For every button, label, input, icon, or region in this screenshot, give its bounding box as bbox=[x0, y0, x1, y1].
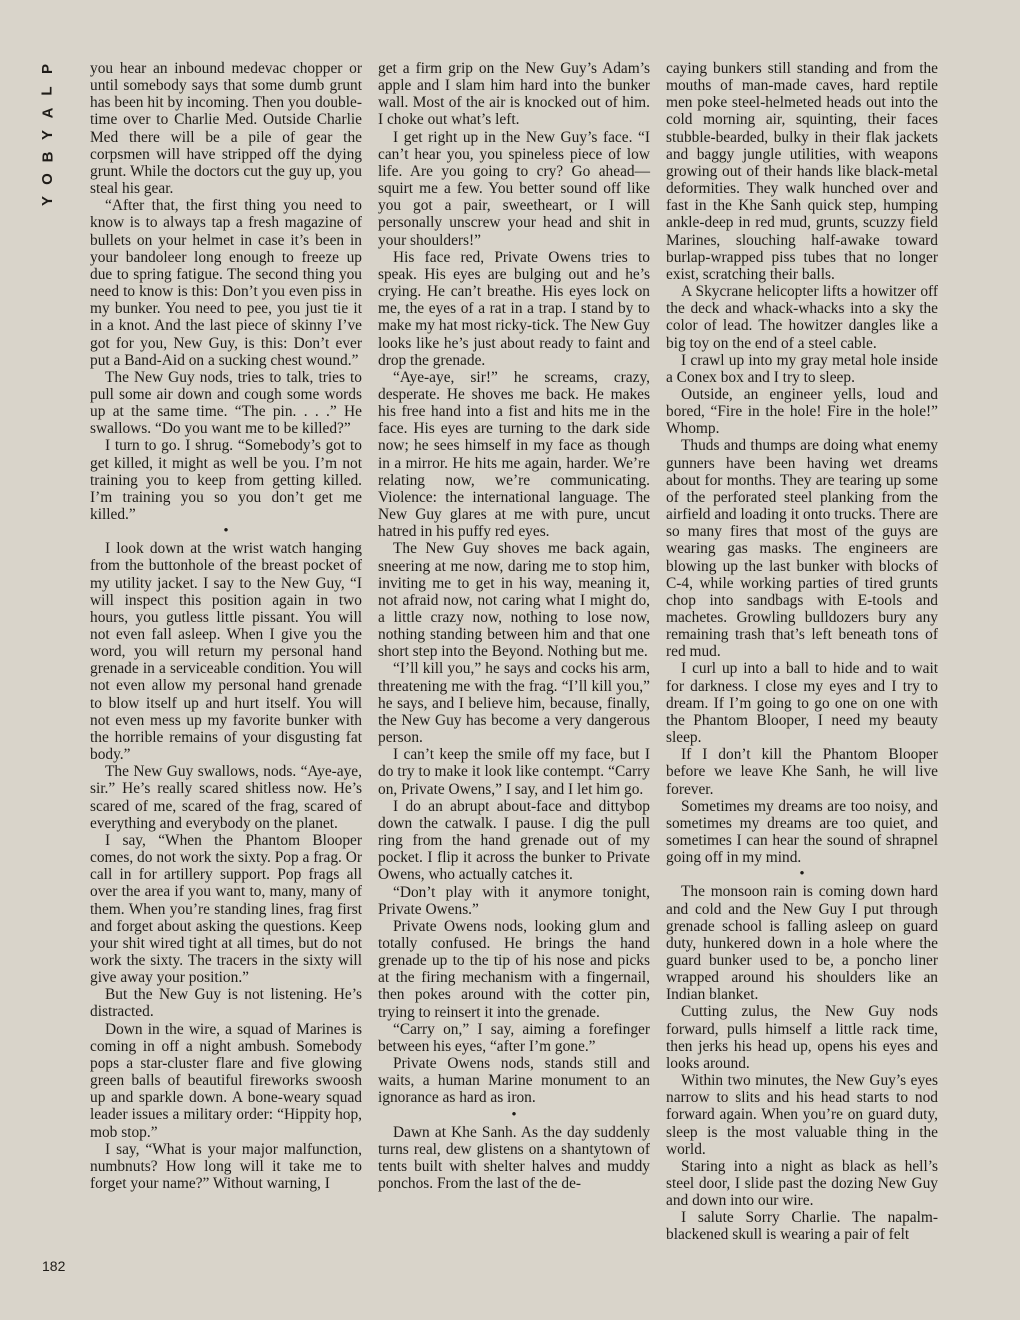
text-column-1 bbox=[90, 60, 362, 1192]
paragraph: I look down at the wrist watch hanging from the buttonhole of the breast pocket of my utility jacket. I say to the New Guy, “I will inspect this position again in two hours, you gutless little pissant. You will not even fall asleep. When I give you the word, you will return my personal hand grenade in a serviceable condition. You will not even allow my personal hand grenade to blow itself up and hurt itself. You will not even mess up my favorite bunker with the horrible remains of your disgusting fat body.” bbox=[90, 540, 362, 764]
paragraph: “After that, the first thing you need to know is to always tap a fresh magazine of bullets on your helmet in case it’s been in your bandoleer long enough to freeze up due to spring fatigue. The second thing you need to know is this: Don’t you even piss in my bunker. You need to pee, you just tie it in a knot. And the last piece of skinny I’ve got for you, New Guy, is this: Don’t ever put a Band-Aid on a sucking chest wound.” bbox=[90, 197, 362, 369]
paragraph: I say, “When the Phantom Blooper comes, do not work the sixty. Pop a frag. Or call in for artillery support. Pop frags all over the area if you want to, many, many of them. When you’re standing lines, frag first and forget about asking the questions. Keep your shit wired tight at all times, but do not work the sixty. The tracers in the sixty will give away your position.” bbox=[90, 831, 362, 987]
masthead-letter: Y bbox=[38, 195, 56, 207]
paragraph: The New Guy nods, tries to talk, tries to pull some air down and cough some words up at the same time. “The pin. . . .” He swallows. “Do you want me to be killed?” bbox=[90, 368, 362, 438]
paragraph: Private Owens nods, looking glum and totally confused. He brings the hand grenade up to the tip of his nose and picks at the firing mechanism with a fingernail, then pokes around with the cotter pin, trying to reinsert it into the grenade. bbox=[378, 917, 650, 1021]
paragraph: I turn to go. I shrug. “Somebody’s got to get killed, it might as well be you. I’m not training you to keep from getting killed. I’m training you so you don’t get me killed.” bbox=[90, 437, 362, 524]
paragraph: His face red, Private Owens tries to speak. His eyes are bulging out and he’s crying. He can’t breathe. His eyes lock on me, the eyes of a rat in a trap. I stand by to make my hat most ricky-tick. The New Guy looks like he’s just about ready to faint and drop the grenade. bbox=[378, 248, 650, 369]
paragraph: Cutting zulus, the New Guy nods forward, pulls himself a little rack time, then jerks his head up, opens his eyes and looks around. bbox=[666, 1003, 938, 1072]
paragraph: A Skycrane helicopter lifts a howitzer off the deck and whack-whacks into a sky the color of lead. The howitzer dangles like a big toy on the end of a steel cable. bbox=[666, 283, 938, 352]
paragraph: I say, “What is your major malfunction, numbnuts? How long will it take me to forget your name?” Without warning, I bbox=[90, 1140, 362, 1192]
masthead-letter: O bbox=[38, 173, 56, 185]
paragraph: The New Guy shoves me back again, sneering at me now, daring me to stop him, inviting me to get in his way, meaning it, not afraid now, not caring what I might do, a little crazy now, nothing to lose now, nothing standing between him and that one short step into the Beyond. Nothing but me. bbox=[378, 540, 650, 661]
section-break-bullet: • bbox=[799, 866, 805, 883]
paragraph: Within two minutes, the New Guy’s eyes narrow to slits and his head starts to nod forward again. When you’re on guard duty, sleep is the most valuable thing in the world. bbox=[666, 1072, 938, 1158]
paragraph: Down in the wire, a squad of Marines is coming in off a night ambush. Somebody pops a star-cluster flare and five glowing green balls of beautiful fireworks swoosh up and sparkle down. A bone-weary squad leader issues a military order: “Hippity hop, mob stop.” bbox=[90, 1020, 362, 1141]
paragraph: Staring into a night as black as hell’s steel door, I slide past the dozing New Guy and down into our wire. bbox=[666, 1157, 938, 1210]
paragraph: get a firm grip on the New Guy’s Adam’s apple and I slam him hard into the bunker wall. Most of the air is knocked out of him. I choke out what’s left. bbox=[378, 60, 650, 129]
masthead-letter: L bbox=[38, 86, 56, 96]
paragraph: The New Guy swallows, nods. “Aye-aye, sir.” He’s really scared shitless now. He’s scared of me, scared of the frag, scared of everything and everybody on the planet. bbox=[90, 763, 362, 832]
paragraph: But the New Guy is not listening. He’s distracted. bbox=[90, 986, 362, 1021]
masthead-letter: B bbox=[39, 151, 56, 163]
paragraph: “Carry on,” I say, aiming a forefinger between his eyes, “after I’m gone.” bbox=[378, 1020, 650, 1055]
paragraph: I can’t keep the smile off my face, but I do try to make it look like contempt. “Carry on, Private Owens,” I say, and I let him go. bbox=[378, 746, 650, 798]
paragraph: The monsoon rain is coming down hard and cold and the New Guy I put through grenade school is falling asleep on guard duty, hunkered down in a hole where the guard bunker used to be, a poncho liner wrapped around his shoulders like an Indian blanket. bbox=[666, 883, 938, 1004]
paragraph: Private Owens nods, stands still and waits, a human Marine monument to an ignorance as hard as iron. bbox=[378, 1055, 650, 1107]
paragraph: Outside, an engineer yells, loud and bored, “Fire in the hole! Fire in the hole!” Whomp. bbox=[666, 385, 938, 438]
paragraph: “Don’t play with it anymore tonight, Private Owens.” bbox=[378, 883, 650, 918]
paragraph: you hear an inbound medevac chopper or until somebody says that some dumb grunt has been hit by incoming. Then you double-time over to Charlie Med. Outside Charlie Med there will be a pile of gear the corpsmen will have stripped off the dying grunt. While the doctors cut the guy up, you steal his gear. bbox=[90, 60, 362, 198]
text-column-2 bbox=[378, 60, 650, 1192]
paragraph: Dawn at Khe Sanh. As the day suddenly turns real, dew glistens on a shantytown of tents built with shelter halves and muddy ponchos. From the last of the de- bbox=[378, 1123, 650, 1192]
paragraph: Thuds and thumps are doing what enemy gunners have been having wet dreams about for months. They are tearing up some of the perforated steel planking from the airfield and loading it onto trucks. There are so many fires that most of the guys are wearing gas masks. The engineers are blowing up the last bunker with blocks of C-4, while working parties of tired grunts chop into sandbags with E-tools and machetes. Growling bulldozers bury any remaining trash that’s left beneath tons of red mud. bbox=[666, 437, 938, 661]
paragraph: If I don’t kill the Phantom Blooper before we leave Khe Sanh, he will live forever. bbox=[666, 746, 938, 798]
paragraph: caying bunkers still standing and from the mouths of man-made caves, hard reptile men poke steel-helmeted heads out into the cold morning air, squinting, their faces stubble-bearded, bulky in their flak jackets and baggy jungle utilities, with weapons growing out of their hands like black-metal deformities. They walk hunched over and fast in the Khe Sanh quick step, humping ankle-deep in red mud, grunts, scuzzy field Marines, slouching half-awake toward burlap-wrapped piss tubes that no longer exist, scratching their balls. bbox=[666, 60, 938, 283]
paragraph: I curl up into a ball to hide and to wait for darkness. I close my eyes and I try to dream. If I’m going to go one on one with the Phantom Blooper, I need my beauty sleep. bbox=[666, 660, 938, 747]
page-number: 182 bbox=[42, 1258, 66, 1274]
masthead-letter: P bbox=[38, 63, 56, 75]
paragraph: I get right up in the New Guy’s face. “I can’t hear you, you spineless piece of low life. Are you going to cry? Go ahead—squirt me a few. You better sound off like you got a pair, sweetheart, or I will personally unscrew your head and shit in your shoulders!” bbox=[378, 128, 650, 249]
masthead bbox=[38, 58, 58, 212]
text-column-3 bbox=[666, 60, 938, 1244]
paragraph: “I’ll kill you,” he says and cocks his arm, threatening me with the frag. “I’ll kill you,” he says, and I believe him, because, finally, the New Guy has become a very dangerous person. bbox=[378, 660, 650, 747]
paragraph: I salute Sorry Charlie. The napalm-blackened skull is wearing a pair of felt bbox=[666, 1209, 938, 1244]
paragraph: “Aye-aye, sir!” he screams, crazy, desperate. He shoves me back. He makes his free hand into a fist and hits me in the face. His eyes are turning to the dark side now; he sees himself in my face as though in a mirror. He hits me again, harder. We’re relating now, we’re communicating. Violence: the international language. The New Guy glares at me with pure, uncut hatred in his puffy red eyes. bbox=[378, 368, 650, 541]
paragraph: Sometimes my dreams are too noisy, and sometimes my dreams are too quiet, and sometimes I can hear the sound of shrapnel going off in my mind. bbox=[666, 797, 938, 867]
section-break-bullet: • bbox=[511, 1106, 517, 1123]
paragraph: I do an abrupt about-face and dittybop down the catwalk. I pause. I dig the pull ring from the hand grenade out of my pocket. I flip it across the bunker to Private Owens, who actually catches it. bbox=[378, 797, 650, 884]
paragraph: I crawl up into my gray metal hole inside a Conex box and I try to sleep. bbox=[666, 351, 938, 386]
masthead-letter: A bbox=[39, 107, 56, 119]
section-break-bullet: • bbox=[223, 523, 229, 540]
masthead-letter: Y bbox=[38, 129, 56, 141]
